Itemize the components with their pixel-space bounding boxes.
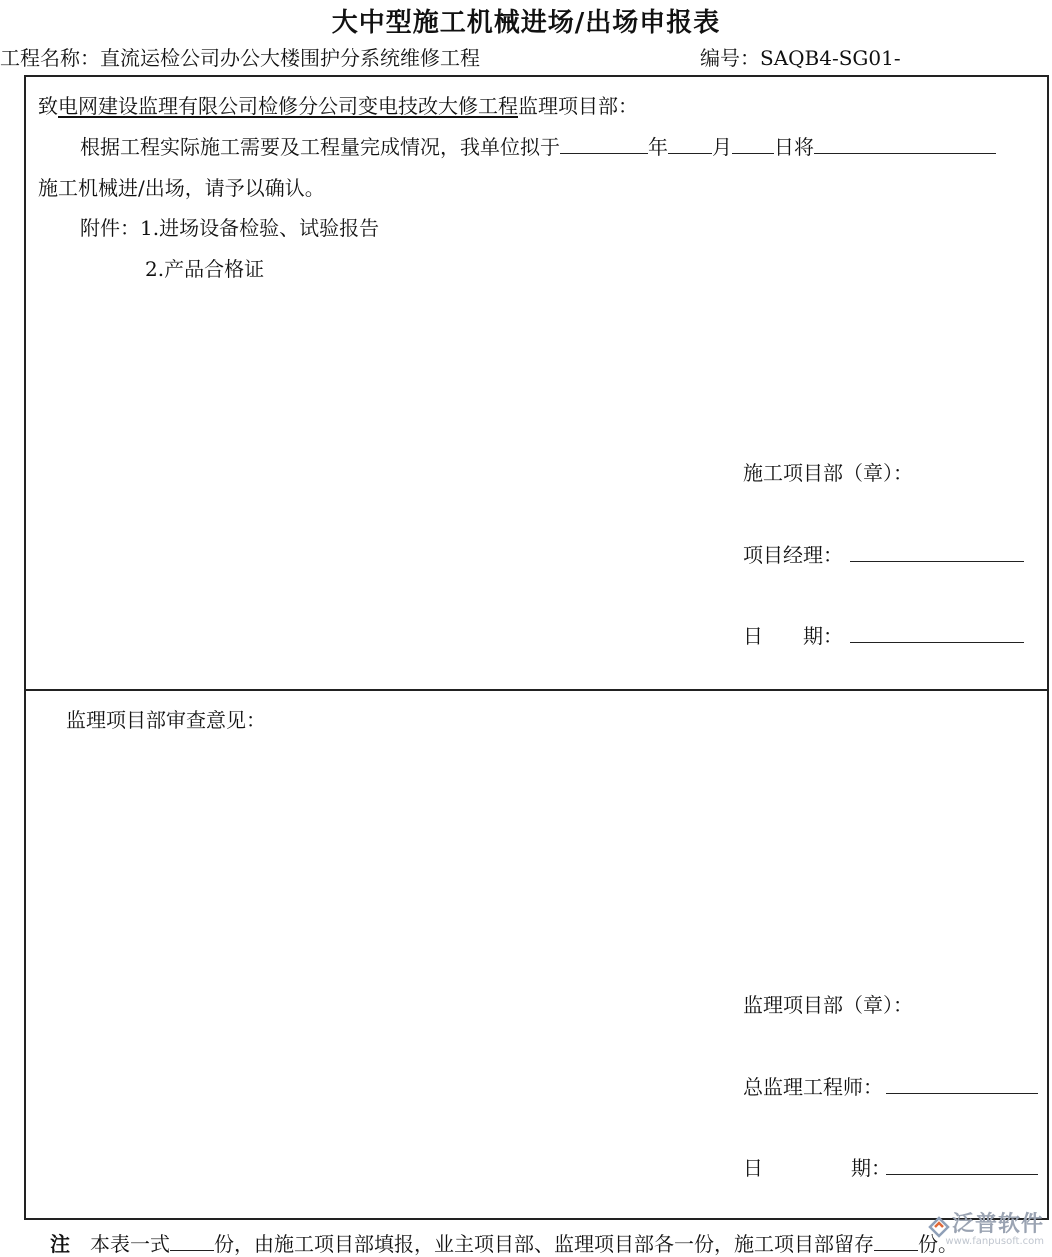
year-label: 年 [648, 135, 668, 159]
upper-date-field[interactable] [850, 642, 1024, 643]
body-line-1-text: 根据工程实际施工需要及工程量完成情况，我单位拟于 [80, 135, 560, 159]
chief-engineer-label: 总监理工程师： [743, 1075, 883, 1099]
attachment-1: 1.进场设备检验、试验报告 [140, 216, 380, 240]
copies-blank[interactable] [170, 1230, 214, 1251]
attachment-label: 附件： [80, 216, 140, 240]
body-line-1 [80, 131, 996, 160]
lower-date-label [743, 1152, 891, 1181]
addressee-prefix: 致 [38, 94, 58, 118]
upper-date-label: 日 期： [743, 624, 843, 648]
section-divider [26, 689, 1047, 691]
watermark-logo [928, 1207, 1044, 1247]
construction-dept-seal: 施工项目部（章）： [743, 461, 913, 485]
addressee-company: 电网建设监理有限公司检修分公司变电技改大修工程 [58, 94, 518, 118]
number-value: SAQB4-SG01- [760, 46, 901, 70]
machinery-blank[interactable] [814, 133, 996, 154]
supervision-dept-seal: 监理项目部（章）： [743, 993, 913, 1017]
review-opinion-label: 监理项目部审查意见： [66, 708, 266, 732]
addressee-line [38, 90, 638, 119]
date-blank-day[interactable] [732, 133, 774, 154]
addressee-suffix: 监理项目部： [518, 94, 638, 118]
date-blank-year[interactable] [560, 133, 648, 154]
note-label: 注 [50, 1232, 70, 1256]
form-number-row [700, 42, 901, 71]
form-title: 大中型施工机械进场/出场申报表 [331, 8, 721, 38]
project-name: 直流运检公司办公大楼围护分系统维修工程 [100, 46, 480, 70]
lower-date-field[interactable] [886, 1174, 1038, 1175]
body-line-2: 施工机械进/出场，请予以确认。 [38, 176, 325, 200]
note-text-a: 本表一式 [90, 1232, 170, 1256]
note-text-b: 份，由施工项目部填报，业主项目部、监理项目部各一份，施工项目部留存 [214, 1232, 874, 1256]
form-table [24, 75, 1049, 1220]
note-text-c: 份。 [918, 1232, 958, 1256]
number-label: 编号： [700, 46, 760, 70]
watermark-name: 泛普软件 [951, 1212, 1044, 1237]
project-label: 工程名称： [0, 46, 100, 70]
lower-date-label-b: 期： [851, 1156, 891, 1180]
fanpu-logo-icon [928, 1216, 950, 1238]
project-name-row [0, 42, 480, 71]
chief-engineer-signature-field[interactable] [886, 1093, 1038, 1094]
attachment-2: 2.产品合格证 [145, 257, 265, 281]
month-label: 月 [712, 135, 732, 159]
date-blank-month[interactable] [668, 133, 712, 154]
project-manager-label: 项目经理： [743, 543, 843, 567]
day-will-label: 日将 [774, 135, 814, 159]
retained-copies-blank[interactable] [874, 1230, 918, 1251]
footnote [50, 1228, 958, 1257]
attachment-line-1 [80, 212, 379, 241]
lower-date-label-a: 日 [743, 1156, 763, 1180]
watermark-url: www.fanpusoft.com [945, 1236, 1044, 1247]
project-manager-signature-field[interactable] [850, 561, 1024, 562]
